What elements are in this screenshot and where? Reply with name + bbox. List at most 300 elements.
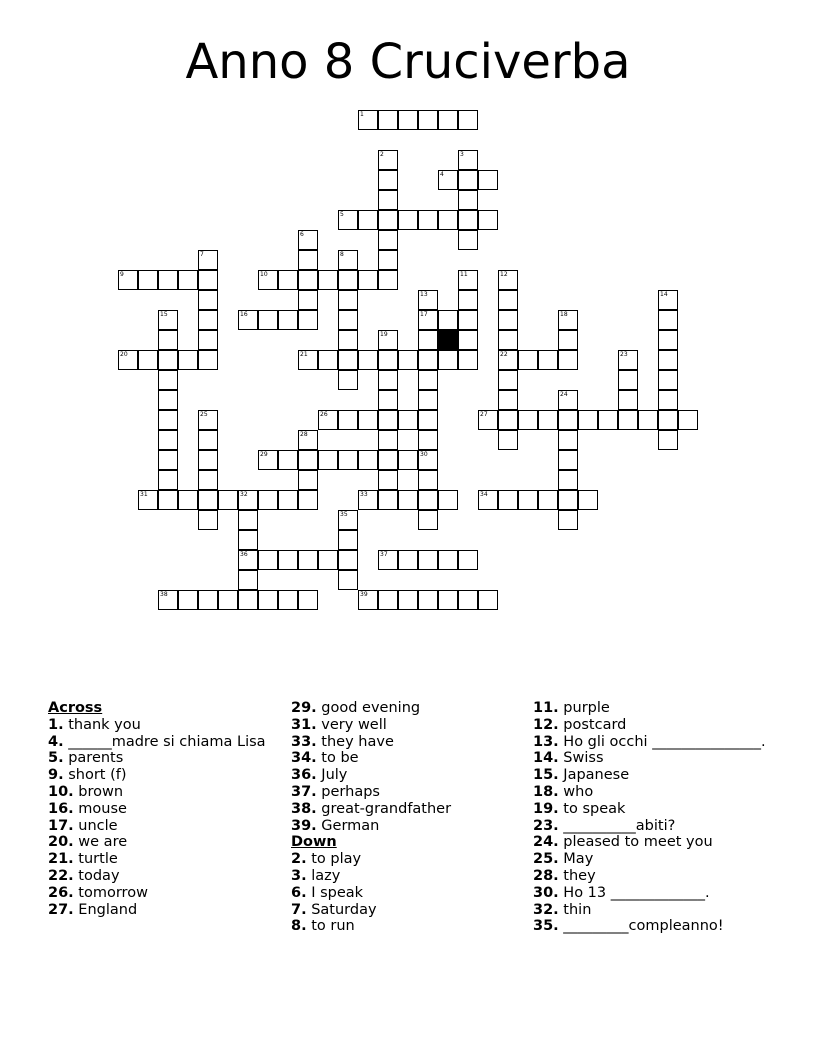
clue-number-label: 25. [533,851,559,868]
grid-cell[interactable] [378,110,398,130]
grid-cell[interactable] [478,170,498,190]
clue-item [291,717,531,734]
clue-item [533,717,773,734]
grid-cell[interactable] [558,350,578,370]
grid-cell[interactable] [338,330,358,350]
grid-cell[interactable] [578,490,598,510]
grid-cell[interactable] [578,410,598,430]
grid-cell[interactable] [378,270,398,290]
grid-cell[interactable] [458,290,478,310]
grid-cell[interactable] [558,430,578,450]
clue-number: 11 [460,271,468,278]
clue-item [291,918,531,935]
grid-cell[interactable] [238,590,258,610]
grid-cell[interactable] [558,330,578,350]
clue-text: very well [316,716,387,733]
clue-number-label: 22. [48,867,74,884]
clue-number: 25 [200,411,208,418]
grid-cell[interactable] [658,350,678,370]
grid-cell[interactable] [198,510,218,530]
grid-cell[interactable] [558,470,578,490]
clue-item [291,750,531,767]
grid-cell[interactable] [318,450,338,470]
grid-cell[interactable] [198,310,218,330]
grid-cell[interactable] [518,410,538,430]
grid-cell[interactable] [418,210,438,230]
clue-item [291,784,531,801]
clue-item [291,885,531,902]
clue-number-label: 31. [291,716,317,733]
clue-number-label: 10. [48,783,74,800]
grid-cell[interactable] [378,490,398,510]
grid-cell[interactable] [338,290,358,310]
grid-cell[interactable] [458,590,478,610]
grid-cell[interactable] [378,170,398,190]
grid-cell[interactable] [278,450,298,470]
grid-cell[interactable] [458,230,478,250]
clue-number-label: 36. [291,767,317,784]
clue-item [291,851,531,868]
grid-cell[interactable] [158,270,178,290]
clue-number: 30 [420,451,428,458]
clue-number: 34 [480,491,488,498]
clue-text: they [558,867,596,884]
clue-text: good evening [316,700,421,716]
grid-cell[interactable] [438,310,458,330]
clue-item [291,902,531,919]
clue-text: thin [558,901,592,918]
grid-cell[interactable] [418,550,438,570]
grid-cell[interactable] [358,410,378,430]
grid-cell[interactable] [378,210,398,230]
clue-number: 22 [500,351,508,358]
grid-cell[interactable] [498,370,518,390]
grid-cell[interactable] [338,310,358,330]
grid-cell[interactable] [378,450,398,470]
grid-cell[interactable] [258,590,278,610]
grid-cell[interactable] [198,490,218,510]
clue-text: today [73,867,120,884]
clue-number: 26 [320,411,328,418]
clue-section-header: Across [48,700,103,716]
clue-text: we are [73,834,128,851]
clue-item [48,767,288,784]
black-cell [438,330,458,350]
grid-cell[interactable] [338,270,358,290]
grid-cell[interactable] [298,550,318,570]
clue-number-label: 6. [291,884,307,901]
grid-cell[interactable] [198,290,218,310]
grid-cell[interactable] [658,410,678,430]
clue-item [533,700,773,717]
grid-cell[interactable] [518,350,538,370]
clue-number-label: 7. [291,901,307,918]
clue-item [291,767,531,784]
grid-cell[interactable] [418,590,438,610]
grid-cell[interactable] [498,390,518,410]
grid-cell[interactable] [378,190,398,210]
grid-cell[interactable] [178,490,198,510]
clue-number: 3 [460,151,464,158]
clue-number: 5 [340,211,344,218]
grid-cell[interactable] [438,210,458,230]
clue-number-label: 5. [48,750,64,767]
clue-item [48,717,288,734]
grid-cell[interactable] [338,410,358,430]
clue-number: 32 [240,491,248,498]
clue-number-label: 35. [533,918,559,935]
clue-text: Ho 13 _____________. [558,884,710,901]
grid-cell[interactable] [458,330,478,350]
grid-cell[interactable] [438,590,458,610]
grid-cell[interactable] [498,330,518,350]
grid-cell[interactable] [338,350,358,370]
clue-item [48,885,288,902]
clue-number: 16 [240,311,248,318]
clue-item [533,834,773,851]
grid-cell[interactable] [318,350,338,370]
grid-cell[interactable] [298,250,318,270]
clue-number-label: 13. [533,733,559,750]
clue-text: brown [73,783,124,800]
clue-text: lazy [306,867,341,884]
grid-cell[interactable] [398,410,418,430]
clue-text: purple [558,700,610,716]
grid-cell[interactable] [378,230,398,250]
clue-number-label: 18. [533,783,559,800]
grid-cell[interactable] [618,410,638,430]
clue-text: German [316,817,380,834]
clue-number: 36 [240,551,248,558]
clue-number: 14 [660,291,668,298]
grid-cell[interactable] [298,490,318,510]
grid-cell[interactable] [278,270,298,290]
grid-cell[interactable] [418,470,438,490]
clue-number: 20 [120,351,128,358]
clue-text: they have [316,733,394,750]
grid-cell[interactable] [418,490,438,510]
grid-cell[interactable] [458,170,478,190]
grid-cell[interactable] [298,310,318,330]
clue-number-label: 37. [291,783,317,800]
clue-number-label: 3. [291,867,307,884]
clue-text: turtle [73,851,118,868]
grid-cell[interactable] [458,310,478,330]
grid-cell[interactable] [418,330,438,350]
clue-text: great-grandfather [316,800,452,817]
grid-cell[interactable] [638,410,658,430]
clue-text: _________compleanno! [558,918,724,935]
clue-item [48,851,288,868]
grid-cell[interactable] [538,490,558,510]
clue-number-label: 12. [533,716,559,733]
clue-item [48,734,288,751]
grid-cell[interactable] [518,490,538,510]
grid-cell[interactable] [398,210,418,230]
grid-cell[interactable] [258,490,278,510]
grid-cell[interactable] [378,370,398,390]
clue-number-label: 26. [48,884,74,901]
clue-item [48,834,288,851]
grid-cell[interactable] [198,470,218,490]
grid-cell[interactable] [238,570,258,590]
grid-cell[interactable] [538,350,558,370]
grid-cell[interactable] [438,550,458,570]
grid-cell[interactable] [218,590,238,610]
clue-text: uncle [73,817,118,834]
clue-number-label: 38. [291,800,317,817]
grid-cell[interactable] [438,490,458,510]
grid-cell[interactable] [418,110,438,130]
grid-cell[interactable] [538,410,558,430]
grid-cell[interactable] [198,350,218,370]
grid-cell[interactable] [258,310,278,330]
clue-text: Swiss [558,750,604,767]
grid-cell[interactable] [198,330,218,350]
grid-cell[interactable] [438,110,458,130]
clue-number-label: 1. [48,716,64,733]
clue-number: 24 [560,391,568,398]
clue-number: 27 [480,411,488,418]
clue-text: who [558,783,594,800]
grid-cell[interactable] [458,210,478,230]
grid-cell[interactable] [298,270,318,290]
grid-cell[interactable] [158,430,178,450]
grid-cell[interactable] [498,310,518,330]
clue-number: 39 [360,591,368,598]
grid-cell[interactable] [178,350,198,370]
clue-text: parents [63,750,124,767]
grid-cell[interactable] [358,450,378,470]
clue-item [533,750,773,767]
grid-cell[interactable] [478,210,498,230]
clue-number-label: 30. [533,884,559,901]
clue-number: 35 [340,511,348,518]
grid-cell[interactable] [198,430,218,450]
clue-item [48,818,288,835]
grid-cell[interactable] [278,590,298,610]
clue-text: postcard [558,716,627,733]
clue-number: 1 [360,111,364,118]
clue-item [291,700,531,717]
grid-cell[interactable] [418,430,438,450]
grid-cell[interactable] [198,590,218,610]
grid-cell[interactable] [378,430,398,450]
clue-text: Ho gli occhi _______________. [558,733,766,750]
grid-cell[interactable] [338,530,358,550]
grid-cell[interactable] [378,590,398,610]
grid-cell[interactable] [218,490,238,510]
clue-text: short (f) [63,767,127,784]
grid-cell[interactable] [338,550,358,570]
clue-section-header: Down [291,834,337,851]
grid-cell[interactable] [458,190,478,210]
grid-cell[interactable] [158,370,178,390]
clue-number-label: 2. [291,851,307,868]
grid-cell[interactable] [398,350,418,370]
grid-cell[interactable] [378,390,398,410]
grid-cell[interactable] [618,390,638,410]
grid-cell[interactable] [338,370,358,390]
clue-item [291,868,531,885]
grid-cell[interactable] [178,270,198,290]
grid-cell[interactable] [298,290,318,310]
grid-cell[interactable] [498,410,518,430]
clue-item [533,767,773,784]
grid-cell[interactable] [238,530,258,550]
page-title: Anno 8 Cruciverba [185,34,631,90]
grid-cell[interactable] [438,350,458,370]
grid-cell[interactable] [178,590,198,610]
clue-number-label: 23. [533,817,559,834]
grid-cell[interactable] [158,390,178,410]
grid-cell[interactable] [158,490,178,510]
grid-cell[interactable] [378,410,398,430]
clue-number: 33 [360,491,368,498]
grid-cell[interactable] [258,550,278,570]
grid-cell[interactable] [418,370,438,390]
grid-cell[interactable] [678,410,698,430]
clue-number-label: 28. [533,867,559,884]
grid-cell[interactable] [358,270,378,290]
clue-number-label: 27. [48,901,74,918]
clue-text: I speak [306,884,364,901]
clue-item [533,851,773,868]
clue-text: thank you [63,716,141,733]
grid-cell[interactable] [558,410,578,430]
clue-number-label: 14. [533,750,559,767]
grid-cell[interactable] [398,550,418,570]
clue-text: mouse [73,800,127,817]
clue-number-label: 21. [48,851,74,868]
grid-cell[interactable] [378,250,398,270]
grid-cell[interactable] [458,550,478,570]
grid-cell[interactable] [378,470,398,490]
grid-cell[interactable] [558,490,578,510]
clue-item [291,734,531,751]
clue-item [48,784,288,801]
grid-cell[interactable] [658,310,678,330]
clue-item [48,750,288,767]
grid-cell[interactable] [198,270,218,290]
grid-cell[interactable] [658,370,678,390]
grid-cell[interactable] [138,270,158,290]
grid-cell[interactable] [338,570,358,590]
grid-cell[interactable] [278,550,298,570]
grid-cell[interactable] [158,350,178,370]
grid-cell[interactable] [418,410,438,430]
clue-number: 38 [160,591,168,598]
grid-cell[interactable] [298,470,318,490]
grid-cell[interactable] [278,490,298,510]
grid-cell[interactable] [418,390,438,410]
clue-number-label: 24. [533,834,559,851]
grid-cell[interactable] [458,110,478,130]
clue-item [533,818,773,835]
clue-number: 7 [200,251,204,258]
grid-cell[interactable] [598,410,618,430]
clue-number: 17 [420,311,428,318]
clue-number: 19 [380,331,388,338]
grid-cell[interactable] [398,490,418,510]
clue-item [533,918,773,935]
clue-number: 2 [380,151,384,158]
clue-text: Japanese [558,767,630,784]
grid-cell[interactable] [278,310,298,330]
grid-cell[interactable] [418,510,438,530]
grid-cell[interactable] [158,330,178,350]
grid-cell[interactable] [418,350,438,370]
grid-cell[interactable] [158,470,178,490]
clue-text: pleased to meet you [558,834,713,851]
clue-item [291,818,531,835]
grid-cell[interactable] [298,450,318,470]
grid-cell[interactable] [298,590,318,610]
clue-number: 18 [560,311,568,318]
grid-cell[interactable] [658,330,678,350]
clue-item [533,734,773,751]
grid-cell[interactable] [378,350,398,370]
clue-number-label: 34. [291,750,317,767]
clue-number-label: 29. [291,700,317,716]
grid-cell[interactable] [498,430,518,450]
clue-text: to play [306,851,362,868]
clue-number: 15 [160,311,168,318]
grid-cell[interactable] [618,370,638,390]
grid-cell[interactable] [358,210,378,230]
grid-cell[interactable] [318,270,338,290]
grid-cell[interactable] [658,430,678,450]
clue-text: __________abiti? [558,817,676,834]
clue-number-label: 20. [48,834,74,851]
clue-number-label: 15. [533,767,559,784]
clue-number: 31 [140,491,148,498]
grid-cell[interactable] [398,110,418,130]
grid-cell[interactable] [398,590,418,610]
grid-cell[interactable] [458,350,478,370]
clue-item [533,868,773,885]
grid-cell[interactable] [158,410,178,430]
grid-cell[interactable] [658,390,678,410]
grid-cell[interactable] [358,350,378,370]
grid-cell[interactable] [558,450,578,470]
clue-number-label: 33. [291,733,317,750]
clue-number: 10 [260,271,268,278]
grid-cell[interactable] [318,550,338,570]
clue-number-label: 4. [48,733,64,750]
clue-item [533,885,773,902]
clue-item [48,801,288,818]
grid-cell[interactable] [198,450,218,470]
grid-cell[interactable] [498,290,518,310]
grid-cell[interactable] [558,510,578,530]
clues-column-3 [533,700,773,935]
grid-cell[interactable] [478,590,498,610]
grid-cell[interactable] [238,510,258,530]
clue-text: to speak [558,800,626,817]
grid-cell[interactable] [138,350,158,370]
clue-item [533,784,773,801]
clue-item [291,801,531,818]
grid-cell[interactable] [398,450,418,470]
grid-cell[interactable] [498,490,518,510]
grid-cell[interactable] [338,450,358,470]
clue-text: England [73,901,138,918]
grid-cell[interactable] [158,450,178,470]
clue-number: 8 [340,251,344,258]
clue-number: 21 [300,351,308,358]
clue-text: July [316,767,348,784]
